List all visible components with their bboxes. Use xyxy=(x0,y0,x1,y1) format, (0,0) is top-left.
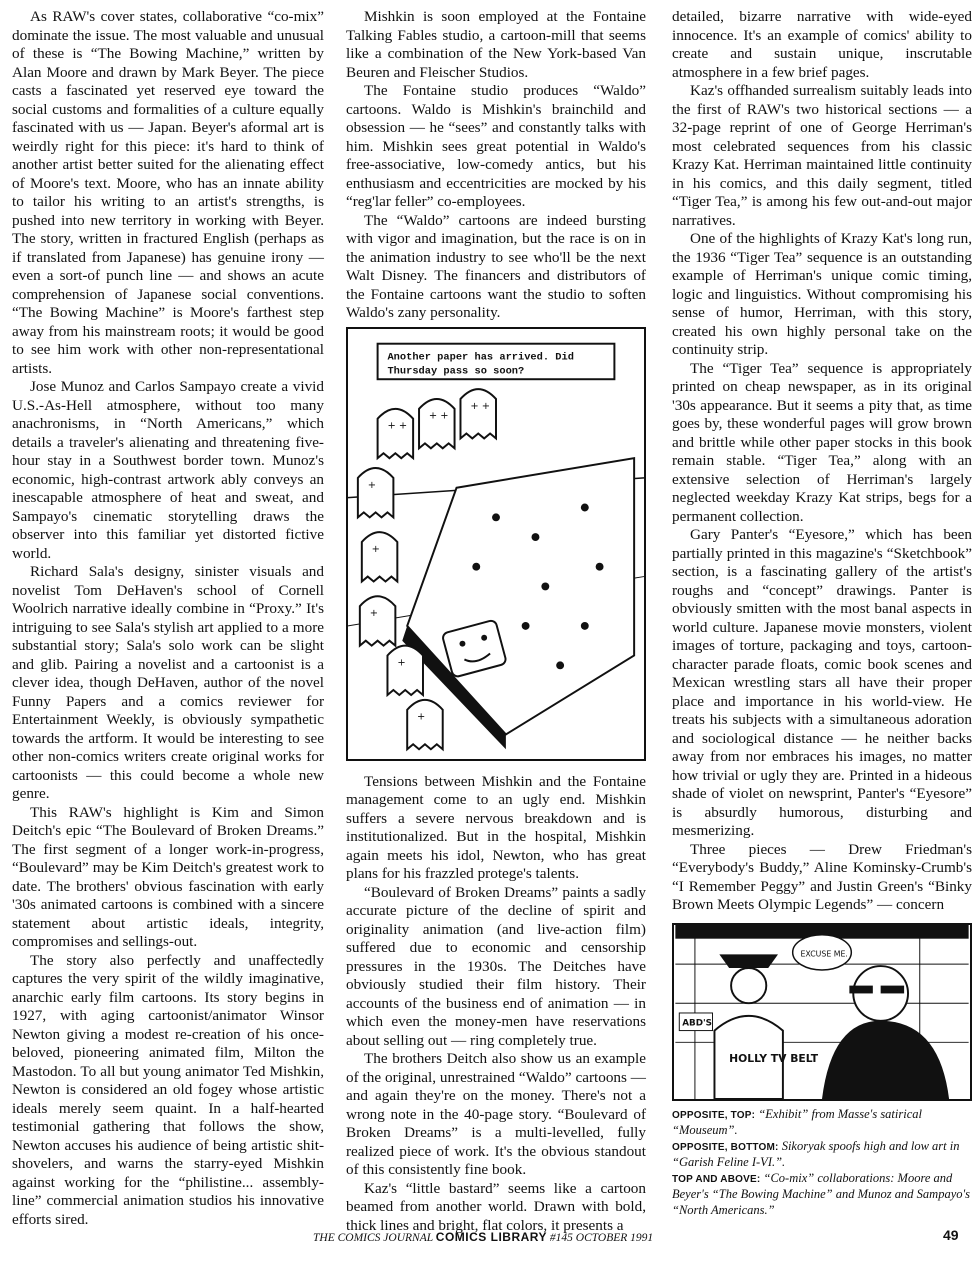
footer-publication: THE COMICS JOURNAL xyxy=(313,1232,433,1244)
article-column-1 xyxy=(12,8,324,1229)
paragraph: The Fontaine studio produces “Waldo” cartoons. Waldo is Mishkin's brainchild and obsession — he “sees” and constantly talks with him. Mishkin sees great potential in Waldo's free-associative, low-comedy antics, but his enthusiasm and eccentricities are mocked by his “reg'lar feller” co-employees. xyxy=(346,82,646,210)
paragraph: Tensions between Mishkin and the Fontaine management come to an ugly end. Mishkin suffers a severe nervous breakdown and is institutionalized. But in the hospital, Mishkin again meets his idol, Newton, who has great plans for his frazzled protege's talents. xyxy=(346,772,646,882)
caption-line-2: Thursday pass so soon? xyxy=(387,364,525,377)
paragraph: Jose Munoz and Carlos Sampayo create a vivid U.S.-As-Hell atmosphere, without too many anachronisms, in “North Americans,” which details a traveler's alienating and threatening five-hour stay in a Southwest border town. Munoz's economic, high-contrast artwork ably conveys an inescapable atmosphere of heat and sweat, and Sampayo's cinematic storytelling draws the observer into this familiar yet distorted fictive world. xyxy=(12,378,324,562)
footer-credit xyxy=(313,1230,653,1244)
paragraph: One of the highlights of Krazy Kat's long run, the 1936 “Tiger Tea” sequence is an outstanding example of Herriman's unique comic timing, logic and linguistics. Without compromising his sense of humor, Herriman, with this story, created his own highly personal take on the continuity strip. xyxy=(672,230,972,358)
shirt-text: HOLLY TV BELT xyxy=(729,1051,819,1065)
svg-text:+ +: + + xyxy=(387,420,408,432)
paragraph: Three pieces — Drew Friedman's “Everybody's Buddy,” Aline Kominsky-Crumb's “I Remember Peggy” and Justin Green's “Binky Brown Meets Olympic Legends” — concern xyxy=(672,840,972,913)
caption-opposite-bottom: OPPOSITE, BOTTOM: Sikoryak spoofs high and low art in “Garish Feline I-VI.”. xyxy=(672,1138,960,1169)
svg-text:+: + xyxy=(371,543,380,555)
paragraph: The “Waldo” cartoons are indeed bursting with vigor and imagination, but the race is on in the animation industry to see who'll be the next Walt Disney. The financers and distributors of the Fontaine cartoons want the studio to soften Waldo's zany personality. xyxy=(346,211,646,321)
comic-illustration xyxy=(674,925,970,1099)
paragraph: Mishkin is soon employed at the Fontaine Talking Fables studio, a cartoon-mill that seems like a combination of the New York-based Van Beuren and Fleischer Studios. xyxy=(346,8,646,81)
comic-panel-north-americans xyxy=(672,923,972,1101)
paragraph: Richard Sala's designy, sinister visuals and novelist Tom DeHaven's school of Cornell Woolrich narrative ideally combine in “Proxy.” It's intriguing to see Sala's stylish art applied to a more substantial story; Sala's solo work can be slight and glib. Pairing a novelist and a cartoonist is a clever idea, though DeHaven, author of the novel Funny Papers and a comics reviewer for Entertainment Weekly, is obviously sympathetic towards the artform. It would be interesting to see other non-comics writers create original works for cartoonists — this could become a whole new genre. xyxy=(12,563,324,802)
article-column-2 xyxy=(346,8,646,1235)
paragraph: This RAW's highlight is Kim and Simon Deitch's epic “The Boulevard of Broken Dreams.” The first segment of a longer work-in-progress, “Boulevard” may be Kim Deitch's greatest work to date. The brothers' obvious fascination with early '30s animated cartoons is combined with a sincere statement about artistic ideals, integrity, compromises and sellings-out. xyxy=(12,803,324,950)
caption-opposite-top: OPPOSITE, TOP: “Exhibit” from Masse's satirical “Mouseum”. xyxy=(672,1106,922,1137)
cowboy-hat xyxy=(719,954,778,968)
speech-bubble-text: EXCUSE ME. xyxy=(800,948,848,958)
sign-text: ABD'S xyxy=(682,1018,713,1029)
paragraph: The story also perfectly and unaffectedly captures the very spirit of the wildly imaginative, anarchic early film cartoons. Its story begins in 1927, with aging cartoonist/animator Winsor Newton giving a modest re-creation of his once-beloved, pioneering animated film, Milton the Mastodon. To all but young animator Ted Mishkin, Newton is considered an old fogey whose artistic ideals merely seem quaint. In a half-hearted testimonial gathering that follows the show, Newton accuses his audience of being artistic shit-shovelers, and warns the starry-eyed Mishkin against working for the “philistine... assembly-line” commercial animation studios his innovative efforts sired. xyxy=(12,951,324,1228)
paragraph: The “Tiger Tea” sequence is appropriately printed on cheap newspaper, as in its original '30s appearance. But it seems a pity that, as time goes by, these wonderful pages will grow brown and brittle while other paper stocks in this book remain stable. “Tiger Tea,” along with an extensive selection of Herriman's largely neglected weekday Krazy Kat strips, begs for a permanent collection. xyxy=(672,359,972,525)
paragraph: As RAW's cover states, collaborative “co-mix” dominate the issue. The most valuable and unusual of these is “The Bowing Machine,” written by Alan Moore and drawn by Mark Beyer. The piece casts a fascinated yet reserved eye toward the social customs and formalities of a culture equally fascinated with us — Japan. Beyer's aformal art is weirdly right for this piece: it's hard to think of another artist better suited for the alienating effect of Moore's text. Moore, who has an innate ability to tailor his writing to an artist's strengths, is pushed into new territory in working with Beyer. The story, written in fractured English (perhaps as if translated from Japanese) has genuine irony — even a sort-of punch line — and shows an acute comprehension of Japanese social conventions. “The Bowing Machine” is Moore's farthest step away from his mainstream roots; it would be good to see him work with other non-representational artists. xyxy=(12,8,324,377)
comic-illustration xyxy=(348,329,644,759)
footer-section: COMICS LIBRARY xyxy=(435,1230,548,1244)
svg-text:+ +: + + xyxy=(428,410,449,422)
paragraph: “Boulevard of Broken Dreams” paints a sadly accurate picture of the decline of spirit and originality animation (and live-action film) suffered due to economic and censorship pressures in the 1930s. The Deitches have obviously studied their film history. Their accounts of the business end of animation — in which even the money-men have reservations about selling out — ring completely true. xyxy=(346,883,646,1049)
figure-captions xyxy=(672,1107,972,1219)
caption-line-1: Another paper has arrived. Did xyxy=(387,350,574,363)
page-number: 49 xyxy=(943,1227,959,1243)
article-column-3 xyxy=(672,8,972,1218)
caption-top-and-above: TOP AND ABOVE: “Co-mix” collaborations: Moore and Beyer's “The Bowing Machine” and Munoz and Sampayo's “North Americans.” xyxy=(672,1170,971,1217)
paragraph: detailed, bizarre narrative with wide-eyed innocence. It's an example of comics' ability to create and sustain unique, inscrutable atmosphere in a few brief pages. xyxy=(672,8,972,81)
svg-text:+: + xyxy=(367,479,376,491)
svg-text:+: + xyxy=(397,656,406,668)
paragraph: The brothers Deitch also show us an example of the original, unrestrained “Waldo” cartoons — and again they're on the money. There's not a wrong note in the 40-page story. “Boulevard of Broken Dreams” is a multi-levelled, fully realized piece of work. It's the obvious standout of this consistently fine book. xyxy=(346,1050,646,1178)
footer-issue: #145 OCTOBER 1991 xyxy=(549,1232,654,1244)
svg-text:+: + xyxy=(417,711,426,723)
paragraph: Gary Panter's “Eyesore,” which has been partially printed in this magazine's “Sketchbook” section, is a fascinating gallery of the artist's roughs and “concept” drawings. Panter is obviously smitten with the most banal aspects in world culture. Japanese movie monsters, violent images of torture, packaging and toys, cartoon-character parade floats, comic book scenes and Mexican wrestling stars all have their proper place and importance in his world-view. He treats his subjects with a simultaneous adoration and sociological distance — he neither backs away from nor embraces his images, no matter how trivial or ugly they are. Printed in a hideous shade of violet on newsprint, Panter's “Eyesore” is absurdly humorous, disturbing and mesmerizing. xyxy=(672,526,972,839)
paragraph: Kaz's offhanded surrealism suitably leads into the first of RAW's two historical sections — a 32-page reprint of one of George Herriman's most celebrated sequences from his classic Krazy Kat. Herriman maintained little continuity in his comics, and this daily segment, titled “Tiger Tea,” is among his few out-and-out major narratives. xyxy=(672,82,972,229)
svg-text:+: + xyxy=(369,607,378,619)
paragraph: Kaz's “little bastard” seems like a cartoon beamed from another world. Drawn with bold, thick lines and bright, flat colors, it presents a xyxy=(346,1179,646,1234)
svg-text:+ +: + + xyxy=(470,400,491,412)
comic-panel-waldo xyxy=(346,327,646,761)
